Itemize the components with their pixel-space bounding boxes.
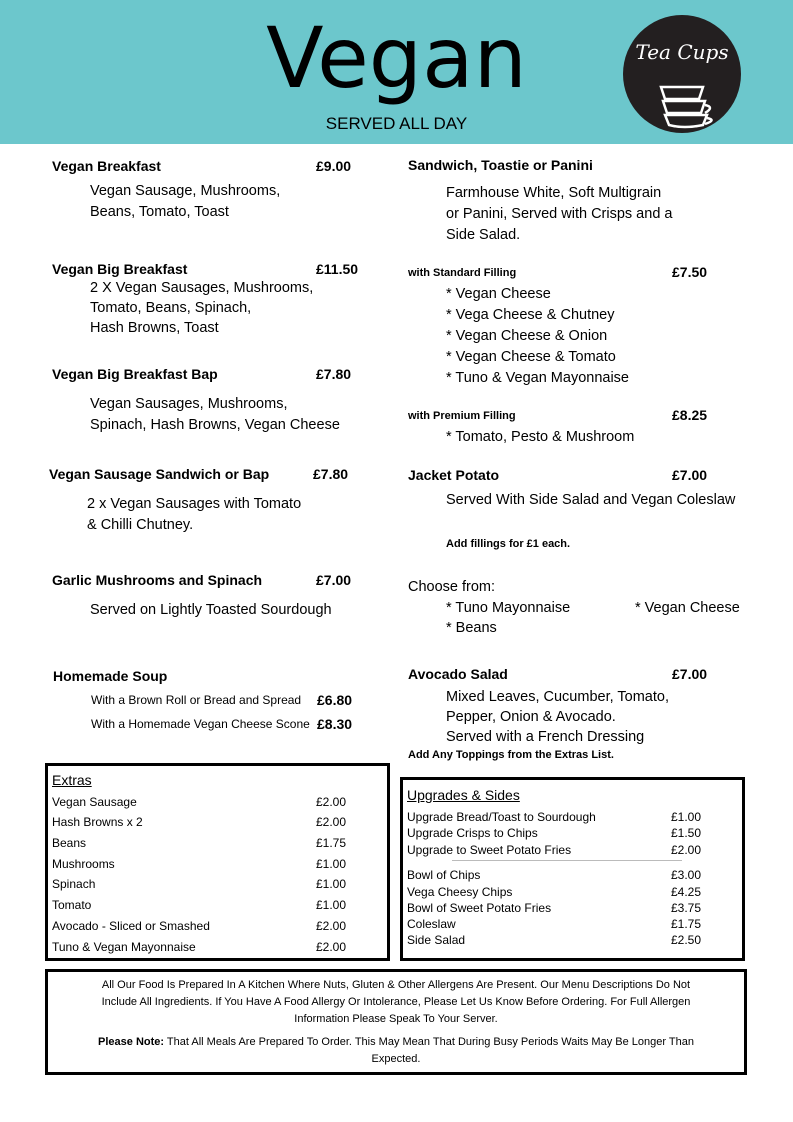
upgrades-price: £1.75 [671, 917, 702, 931]
item-desc: Served With Side Salad and Vegan Coleslaw [446, 492, 736, 508]
extras-price: £2.00 [316, 940, 347, 954]
extras-price: £2.00 [316, 795, 347, 809]
item-price: £7.00 [672, 666, 708, 682]
extras-item: Tuno & Vegan Mayonnaise [52, 940, 196, 954]
item-desc: Served on Lightly Toasted Sourdough [90, 602, 332, 618]
extras-price: £2.00 [316, 815, 347, 829]
extras-item: Tomato [52, 898, 92, 912]
logo-text: Tea Cups [635, 40, 729, 64]
extras-title: Extras [52, 772, 92, 788]
extras-item: Spinach [52, 877, 96, 891]
upgrades-item: Upgrade Crisps to Chips [407, 826, 538, 840]
item-price: £7.00 [672, 467, 708, 483]
extras-price: £1.00 [316, 877, 347, 891]
choose-label: Choose from: [408, 579, 496, 595]
item-desc: Beans, Tomato, Toast [90, 204, 229, 220]
item-desc: Pepper, Onion & Avocado. [446, 709, 616, 725]
upgrades-price: £1.50 [671, 826, 702, 840]
extras-price: £2.00 [316, 919, 347, 933]
extras-item: Vegan Sausage [52, 795, 137, 809]
item-desc: 2 x Vegan Sausages with Tomato [87, 496, 302, 512]
allergen-text: Include All Ingredients. If You Have A Food Allergy Or Intolerance, Please Let Us Know Before Ordering. For Full Allergen [101, 996, 691, 1008]
item-desc: Mixed Leaves, Cucumber, Tomato, [446, 689, 669, 705]
page-subtitle: SERVED ALL DAY [325, 114, 468, 133]
logo [623, 15, 741, 133]
upgrades-price: £2.50 [671, 933, 702, 947]
upgrades-price: £3.00 [671, 868, 702, 882]
page-title: Vegan [266, 9, 527, 107]
upgrades-price: £2.00 [671, 843, 702, 857]
item-name: Vegan Sausage Sandwich or Bap [49, 466, 270, 482]
please-note-text: Expected. [371, 1053, 421, 1065]
please-note-text: That All Meals Are Prepared To Order. This May Mean That During Busy Periods Waits May Be Longer Than [164, 1036, 694, 1048]
upgrades-item: Bowl of Chips [407, 868, 481, 882]
extras-price: £1.75 [316, 836, 347, 850]
item-desc: Hash Browns, Toast [90, 320, 219, 336]
filling-item: * Tuno & Vegan Mayonnaise [446, 370, 629, 386]
extras-item: Mushrooms [52, 857, 115, 871]
teacup-stack-icon [623, 15, 741, 133]
upgrades-price: £1.00 [671, 810, 702, 824]
item-price: £7.80 [313, 466, 349, 482]
please-note [50, 1034, 742, 1051]
item-name: Garlic Mushrooms and Spinach [52, 572, 263, 588]
item-price: £7.80 [316, 366, 352, 382]
item-desc: Tomato, Beans, Spinach, [90, 300, 252, 316]
item-price: £8.25 [672, 407, 708, 423]
item-desc: Side Salad. [446, 227, 521, 243]
item-name: Homemade Soup [53, 668, 168, 684]
extras-price: £1.00 [316, 857, 347, 871]
toppings-note: Add Any Toppings from the Extras List. [408, 749, 614, 761]
choose-option: * Vegan Cheese [635, 600, 740, 616]
upgrades-item: Side Salad [407, 933, 466, 947]
soup-option: With a Brown Roll or Bread and Spread [91, 693, 302, 707]
extras-item: Avocado - Sliced or Smashed [52, 919, 210, 933]
item-name: Sandwich, Toastie or Panini [408, 157, 593, 173]
filling-label: with Premium Filling [408, 410, 516, 422]
divider [452, 860, 682, 861]
upgrades-price: £4.25 [671, 885, 702, 899]
upgrades-item: Upgrade Bread/Toast to Sourdough [407, 810, 596, 824]
please-note-label: Please Note: [98, 1036, 165, 1048]
filling-item: * Tomato, Pesto & Mushroom [446, 429, 635, 445]
item-desc: Farmhouse White, Soft Multigrain [446, 185, 662, 201]
choose-option: * Beans [446, 620, 497, 636]
allergen-text: All Our Food Is Prepared In A Kitchen Where Nuts, Gluten & Other Allergens Are Present. Our Menu Descriptions Do Not [101, 979, 691, 991]
item-desc: & Chilli Chutney. [87, 517, 194, 533]
item-desc: Spinach, Hash Browns, Vegan Cheese [90, 417, 340, 433]
item-price: £8.30 [317, 716, 353, 732]
item-price: £9.00 [316, 158, 352, 174]
extras-item: Hash Browns x 2 [52, 815, 143, 829]
soup-option: With a Homemade Vegan Cheese Scone [91, 717, 310, 731]
allergen-text: Information Please Speak To Your Server. [294, 1013, 498, 1025]
filling-item: * Vegan Cheese & Tomato [446, 349, 616, 365]
fillings-note: Add fillings for £1 each. [446, 538, 571, 550]
item-price: £11.50 [316, 261, 359, 277]
upgrades-price: £3.75 [671, 901, 702, 915]
item-desc: Vegan Sausages, Mushrooms, [90, 396, 288, 412]
item-name: Vegan Breakfast [52, 158, 161, 174]
item-desc: Served with a French Dressing [446, 729, 645, 745]
item-name: Avocado Salad [408, 666, 508, 682]
upgrades-title: Upgrades & Sides [407, 787, 520, 803]
item-desc: Vegan Sausage, Mushrooms, [90, 183, 281, 199]
upgrades-item: Vega Cheesy Chips [407, 885, 513, 899]
filling-item: * Vega Cheese & Chutney [446, 307, 615, 323]
filling-item: * Vegan Cheese [446, 286, 551, 302]
item-name: Vegan Big Breakfast [52, 261, 188, 277]
item-name: Vegan Big Breakfast Bap [52, 366, 218, 382]
extras-price: £1.00 [316, 898, 347, 912]
item-name: Jacket Potato [408, 467, 500, 483]
upgrades-item: Coleslaw [407, 917, 456, 931]
upgrades-item: Upgrade to Sweet Potato Fries [407, 843, 572, 857]
choose-option: * Tuno Mayonnaise [446, 600, 571, 616]
filling-item: * Vegan Cheese & Onion [446, 328, 608, 344]
item-desc: or Panini, Served with Crisps and a [446, 206, 673, 222]
upgrades-item: Bowl of Sweet Potato Fries [407, 901, 552, 915]
extras-item: Beans [52, 836, 87, 850]
item-price: £7.50 [672, 264, 708, 280]
item-price: £7.00 [316, 572, 352, 588]
item-price: £6.80 [317, 692, 353, 708]
filling-label: with Standard Filling [408, 267, 517, 279]
item-desc: 2 X Vegan Sausages, Mushrooms, [90, 280, 314, 296]
